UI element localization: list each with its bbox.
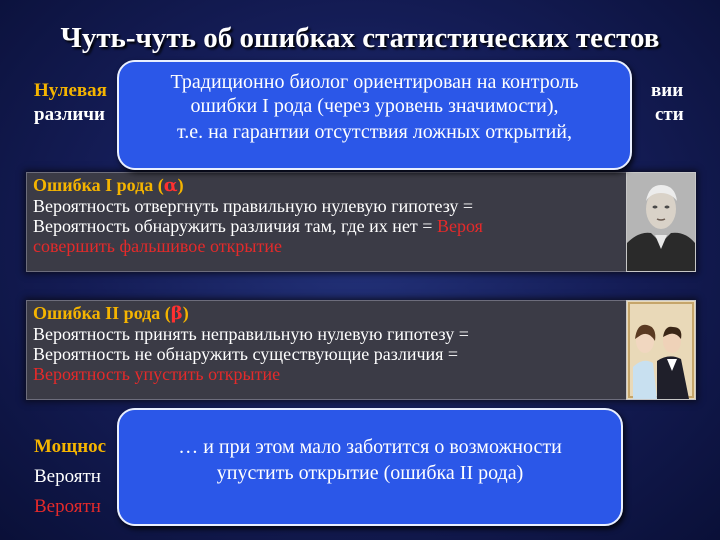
null-hypothesis-line-2-left: различи <box>34 104 105 125</box>
power-header: Мощнос <box>34 436 107 457</box>
null-hypothesis-line-1-left: Нулевая <box>34 80 107 101</box>
type-1-error-text <box>33 175 689 256</box>
power-line-2: Вероятн <box>34 466 101 487</box>
null-hypothesis-line-1-right: вии <box>651 80 684 101</box>
portrait-old-man-drawing <box>627 173 695 271</box>
beta-symbol: β <box>170 303 183 324</box>
portrait-old-man-image <box>626 172 696 272</box>
callout-bottom-line-2: упустить открытие (ошибка II рода) <box>216 462 524 484</box>
callout-top-line-1: Традиционно биолог ориентирован на контроль <box>170 71 579 93</box>
callout-type-2-neglect <box>117 408 623 526</box>
type-2-error-box <box>26 300 696 400</box>
type-2-error-line-3: Вероятность упустить открытие <box>33 364 281 384</box>
type-1-error-line-3: совершить фальшивое открытие <box>33 236 282 256</box>
type-1-error-box <box>26 172 696 272</box>
alpha-symbol: α <box>163 175 178 196</box>
power-line-3: Вероятн <box>34 496 101 517</box>
type-1-error-header: Ошибка I рода (α) <box>33 175 184 196</box>
callout-top-line-3: т.е. на гарантии отсутствия ложных открытий, <box>177 121 572 143</box>
callout-bottom-line-1: … и при этом мало заботится о возможности <box>178 436 562 458</box>
type-2-error-line-1: Вероятность принять неправильную нулевую гипотезу = <box>33 324 469 344</box>
type-1-error-line-2: Вероятность обнаружить различия там, где их нет = Вероя <box>33 216 483 236</box>
callout-type-1-focus <box>117 60 632 170</box>
portrait-couple-image <box>626 300 696 400</box>
portrait-couple-drawing <box>627 301 695 399</box>
type-2-error-line-2: Вероятность не обнаружить существующие различия = <box>33 344 459 364</box>
type-2-error-header: Ошибка II рода (β) <box>33 303 189 324</box>
type-2-error-text <box>33 303 689 384</box>
null-hypothesis-line-2-right: сти <box>655 104 684 125</box>
type-1-error-line-1: Вероятность отвергнуть правильную нулевую гипотезу = <box>33 196 474 216</box>
callout-top-line-2: ошибки I рода (через уровень значимости), <box>190 95 559 117</box>
slide-title: Чуть-чуть об ошибках статистических тестов <box>60 22 660 54</box>
